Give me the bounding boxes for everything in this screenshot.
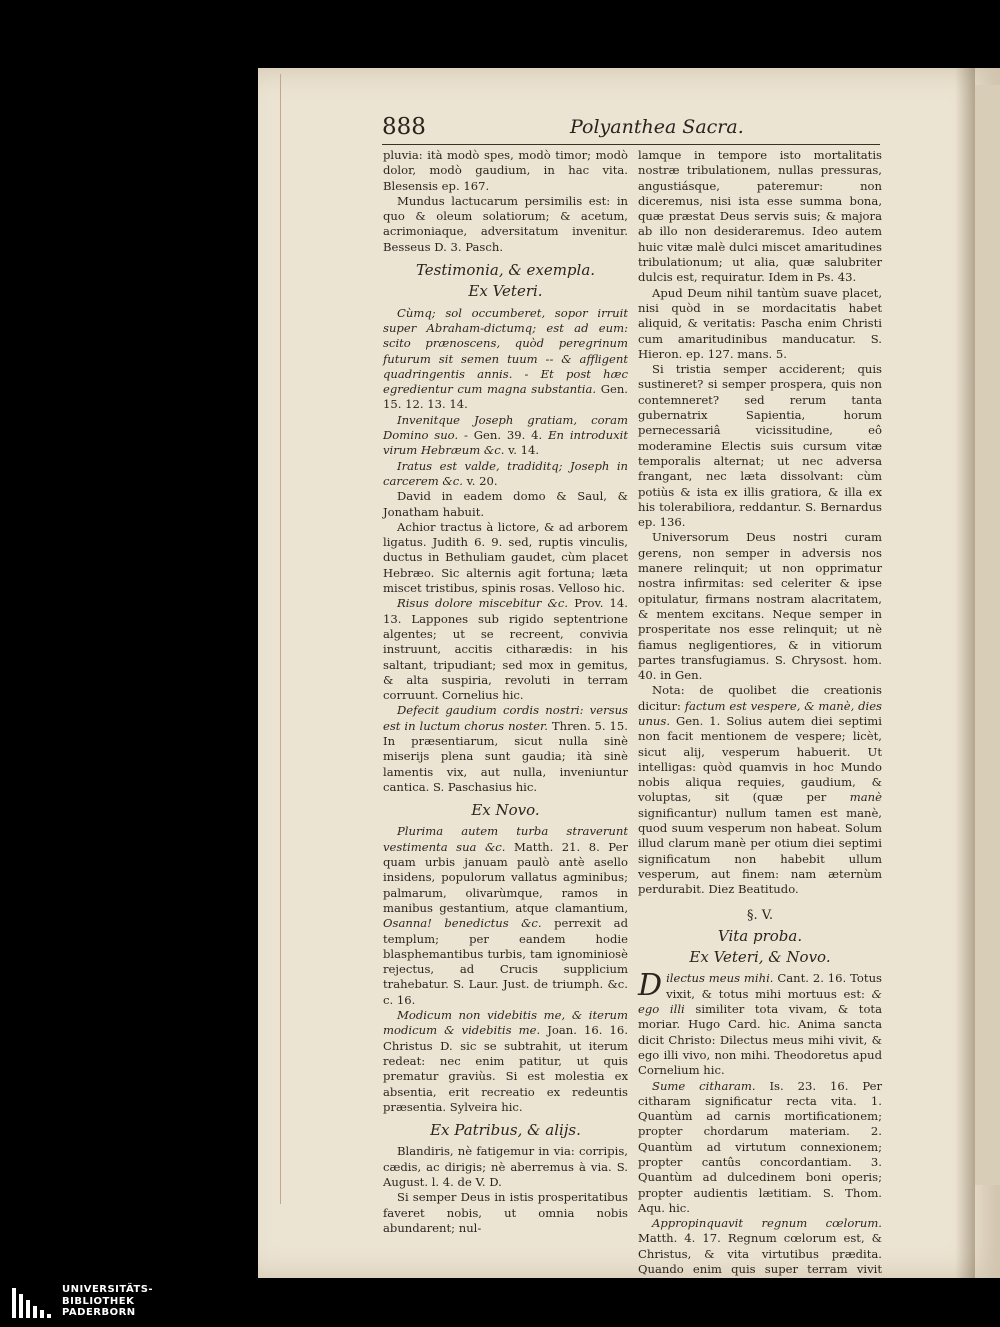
page-margin-line (280, 74, 287, 1204)
section-heading-testimonia: Testimonia, & exempla. (415, 261, 596, 280)
scripture-quote: Invenitque Joseph gratiam, coram Domino suo. (383, 412, 628, 443)
paragraph: Mundus lactucarum persimilis est: in quo & oleum solatiorum; & acetum, acrimoniaque, adversitatum invenitur. Besseus D. 3. Pasch. (383, 193, 628, 254)
commentary: Gen. 1. Solius autem diei septimi non facit mentionem de vespere; licèt, sicut alij, vesperum habuerit. Ut intelligas: quòd quamvis in hoc Mundo nobis aliqua requies, gaudium, & voluptas, sit (quæ per (638, 713, 882, 805)
paragraph (383, 824, 628, 1008)
scripture-quote: Cùmq; sol occumberet, sopor irruit super Abraham-dictumq; est ad eum: scito prænoscens, quòd peregrinum futurum sit semen tuum -- & affligent quadringentis annis. - Et post hæc egredientur cum magna substantia. (383, 305, 628, 397)
scripture-quote: manè (849, 790, 882, 805)
footer-bar (0, 1278, 1000, 1327)
citation: v. 20. (462, 473, 498, 488)
running-title: Polyanthea Sacra. (570, 116, 744, 138)
section-heading-ex-veteri: Ex Veteri. (468, 282, 543, 301)
scripture-quote: Iratus est valde, tradiditq; Joseph in carcerem &c. (383, 458, 628, 488)
paragraph (383, 413, 628, 459)
scripture-quote: Sume citharam. (652, 1078, 756, 1093)
scripture-quote: Osanna! benedictus &c. (383, 916, 542, 931)
scripture-quote: Defecit gaudium cordis nostri: versus est in luctum chorus noster. (383, 703, 628, 733)
paragraph: pluvia: ità modò spes, modò timor; modò dolor, modò gaudium, in hac vita. Blesensis ep. 167. (383, 148, 628, 193)
section-heading-ex-veteri-novo: Ex Veteri, & Novo. (689, 948, 831, 967)
commentary: perrexit ad templum; per eandem hodie blasphemantibus turbis, tam ignominiosè rejectus, ad Crucis supplicium trahebatur. S. Laur. Just. de triumph. &c. c. 16. (383, 916, 628, 1007)
commentary: significantur) nullum tamen est manè, quod suum vesperum non habeat. Solum illud clarum manè per otium diei septimi significatum non habebit ullum vesperum, aut finem: nam æternùm perdurabit. Diez Beatitudo. (638, 805, 882, 897)
header-rule (382, 144, 880, 145)
paragraph: Si tristia semper acciderent; quis sustineret? si semper prospera, quis non contemneret? sed rerum tanta gubernatrix Sapientia, horum pernecessariâ vicissitudine, eô moderamine Electis suis cursum vitæ temporalis alternat; ut nec adversa frangant, nec læta dissolvant: cùm potiùs & ista ex illis gratiora, & illa ex his tolerabiliora, reddantur. S. Bernardus ep. 136. (638, 362, 882, 530)
scripture-quote: ilectus meus mihi. (666, 971, 774, 986)
paragraph: lamque in tempore isto mortalitatis nostræ tribulationem, nullas pressuras, angustiásque, pateremur: non diceremus, nisi ista esse summa bona, quæ præstat Deus servis suis; & majora ab illo non desideraremus. Ideo autem huic vitæ malè dulci miscet amaritudines tribulationum; ut alia, quæ salubriter dulcis est, requiratur. Idem in Ps. 43. (638, 148, 882, 285)
citation: v. 14. (504, 443, 540, 458)
paragraph (383, 596, 628, 703)
paragraph (638, 683, 882, 897)
section-heading-ex-patribus: Ex Patribus, & alijs. (430, 1121, 581, 1140)
page-number: 888 (382, 114, 426, 140)
library-logo-icon (12, 1288, 54, 1318)
paragraph: David in eadem domo & Saul, & Jonatham habuit. (383, 489, 628, 519)
commentary: Matth. 21. 8. Per quam urbis januam paulò antè asello insidens, populorum vallatus agminibus; palmarum, olivarùmque, ramos in manibus gestantium, atque clamantium, (383, 839, 628, 915)
paragraph (383, 306, 628, 413)
section-number: §. V. (746, 907, 773, 923)
commentary: Thren. 5. 15. In præsentiarum, sicut nulla sinè miserijs plena sunt gaudia; ità sinè lamentis vix, aut nulla, inveniuntur cantica. S. Paschasius hic. (383, 718, 628, 794)
paragraph: Achior tractus à lictore, & ad arborem ligatus. Judith 6. 9. sed, ruptis vinculis, ductus in Bethuliam gaudet, cùm placet Hebræo. Sic alternis agit fortuna; læta miscet tristibus, spinis rosas. Velloso hic. (383, 519, 628, 596)
scripture-quote: & ego illi (638, 986, 882, 1017)
commentary: Cant. 2. 16. Totus vixit, & totus mihi mortuus est: (666, 971, 882, 1001)
book-page (258, 68, 1000, 1278)
commentary: similiter tota vivam, & tota moriar. Hugo Card. hic. Anima sancta dicit Christo: Dilectus meus mihi vivit, & ego illi vivo, non mihi. Theodoretus apud Cornelium hic. (638, 1002, 882, 1078)
library-name-line: BIBLIOTHEK (62, 1295, 135, 1307)
section-heading-vita-proba: Vita proba. (717, 926, 803, 945)
running-header (382, 114, 880, 146)
paragraph (638, 1079, 882, 1217)
spine-shadow (955, 68, 975, 1278)
citation: Gen. 15. 12. 13. 14. (383, 382, 628, 412)
scripture-quote: Modicum non videbitis me, & iterum modicum & videbitis me. (383, 1008, 628, 1038)
commentary: Matth. 4. 17. Regnum cœlorum est, & Christus, & vita virtutibus prædita. Quando enim quis super terram vivit (638, 1231, 882, 1277)
library-name-line: PADERBORN (62, 1307, 136, 1318)
left-column (383, 148, 628, 1236)
scripture-quote: En introduxit virum Hebræum &c. (383, 428, 629, 458)
paragraph: Blandiris, nè fatigemur in via: corripis, cædis, ac dirigis; nè aberremus à via. S. August. l. 4. de V. D. (383, 1144, 628, 1189)
paragraph (383, 703, 628, 795)
citation: - Gen. 39. 4. (458, 428, 549, 443)
library-name (62, 1284, 153, 1319)
section-heading-ex-novo: Ex Novo. (471, 801, 540, 820)
right-column (638, 148, 882, 1323)
paragraph (638, 968, 882, 1078)
commentary: Is. 23. 16. Per citharam significatur recta vita. 1. Quantùm ad carnis mortificationem; propter chordarum materiam. 2. Quantùm ad virtutum connexionem; propter cantûs concordantiam. 3. Quantùm ad dulcedinem boni operis; propter audientis lætitiam. S. Thom. Aqu. hic. (638, 1078, 883, 1215)
paragraph (383, 1008, 628, 1115)
paragraph (383, 459, 628, 490)
commentary: Joan. 16. 16. Christus D. sic se subtrahit, ut iterum redeat: nec enim patitur, ut quis prematur graviùs. Si est molestia ex absentia, erit recreatio ex redeuntis præsentia. Sylveira hic. (383, 1023, 628, 1114)
scripture-quote: Plurima autem turba straverunt vestimenta sua &c. (383, 824, 628, 854)
commentary: Prov. 14. 13. Lappones sub rigido septentrione algentes; ut se recreent, convivia instruunt, accitis citharædis: in his saltant, tripudiant; sed mox in gemitus, & alta suspiria, revoluti in terram corruunt. Cornelius hic. (383, 596, 628, 703)
scripture-quote: factum est vespere, & manè, dies unus. (638, 698, 883, 728)
scripture-quote: Risus dolore miscebitur &c. (397, 596, 569, 611)
drop-cap: D (638, 968, 663, 1004)
next-page-edge (975, 85, 1000, 1185)
commentary: Nota: de quolibet die creationis dicitur: (638, 683, 882, 713)
scripture-quote: Appropinquavit regnum cœlorum. (652, 1216, 882, 1231)
library-name-line: UNIVERSITÄTS- (62, 1284, 154, 1295)
paragraph: Si semper Deus in istis prosperitatibus faveret nobis, ut omnia nobis abundarent; nul- (383, 1190, 628, 1235)
paragraph: Apud Deum nihil tantùm suave placet, nisi quòd in se mordacitatis habet aliquid, & veritatis: Pascha enim Christi cum amaritudinibus manducatur. S. Hieron. ep. 127. mans. 5. (638, 285, 882, 361)
paragraph: Universorum Deus nostri curam gerens, non semper in adversis nos manere relinquit; ut non opprimatur nostra infirmitas: sed celeriter & ipse opitulatur, firmans nostram alacritatem, & mentem excitans. Neque semper in prosperitate nos esse relinquit; ut nè fiamus negligentiores, & in vitiorum partes transfugiamus. S. Chrysost. hom. 40. in Gen. (638, 530, 882, 683)
